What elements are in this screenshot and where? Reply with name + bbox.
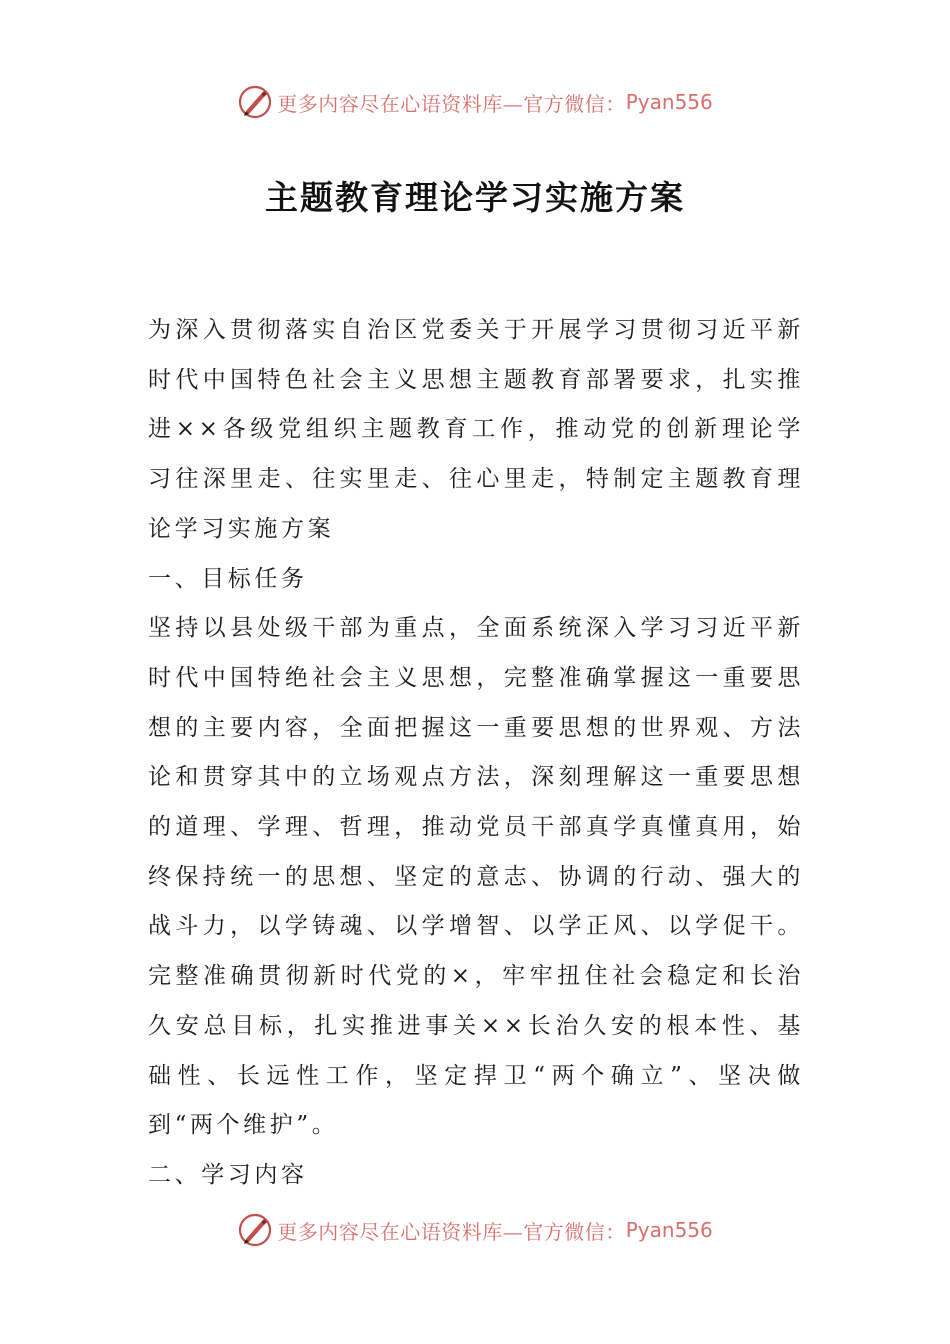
pen-logo-icon: [237, 1212, 273, 1248]
intro-paragraph: 为深入贯彻落实自治区党委关于开展学习贯彻习近平新时代中国特色社会主义思想主题教育部署要求，扎实推进××各级党组织主题教育工作，推动党的创新理论学习往深里走、往实里走、往心里走，特制定主题教育理论学习实施方案: [148, 317, 804, 542]
section-heading-goals: 一、目标任务: [148, 565, 308, 592]
document-title: 主题教育理论学习实施方案: [265, 178, 685, 217]
footer-banner: [0, 1208, 950, 1252]
pen-logo-icon: [237, 84, 273, 120]
section-heading-content: 二、学习内容: [148, 1161, 308, 1188]
banner-text: 更多内容尽在心语资料库—官方微信：: [277, 91, 626, 116]
document-body: [148, 306, 804, 1201]
banner-wechat-id: Pyan556: [625, 1218, 713, 1242]
banner-text: 更多内容尽在心语资料库—官方微信：: [277, 1219, 626, 1244]
banner-wechat-id: Pyan556: [625, 90, 713, 114]
goals-paragraph: 坚持以县处级干部为重点，全面系统深入学习习近平新时代中国特绝社会主义思想，完整准确掌握这一重要思想的主要内容，全面把握这一重要思想的世界观、方法论和贯穿其中的立场观点方法，深刻理解这一重要思想的道理、学理、哲理，推动党员干部真学真懂真用，始终保持统一的思想、坚定的意志、协调的行动、强大的战斗力，以学铸魂、以学增智、以学正风、以学促干。完整准确贯彻新时代党的×，牢牢扭住社会稳定和长治久安总目标，扎实推进事关××长治久安的根本性、基础性、长远性工作，坚定捍卫“两个确立”、坚决做到“两个维护”。: [148, 615, 804, 1139]
header-banner: [0, 80, 950, 124]
